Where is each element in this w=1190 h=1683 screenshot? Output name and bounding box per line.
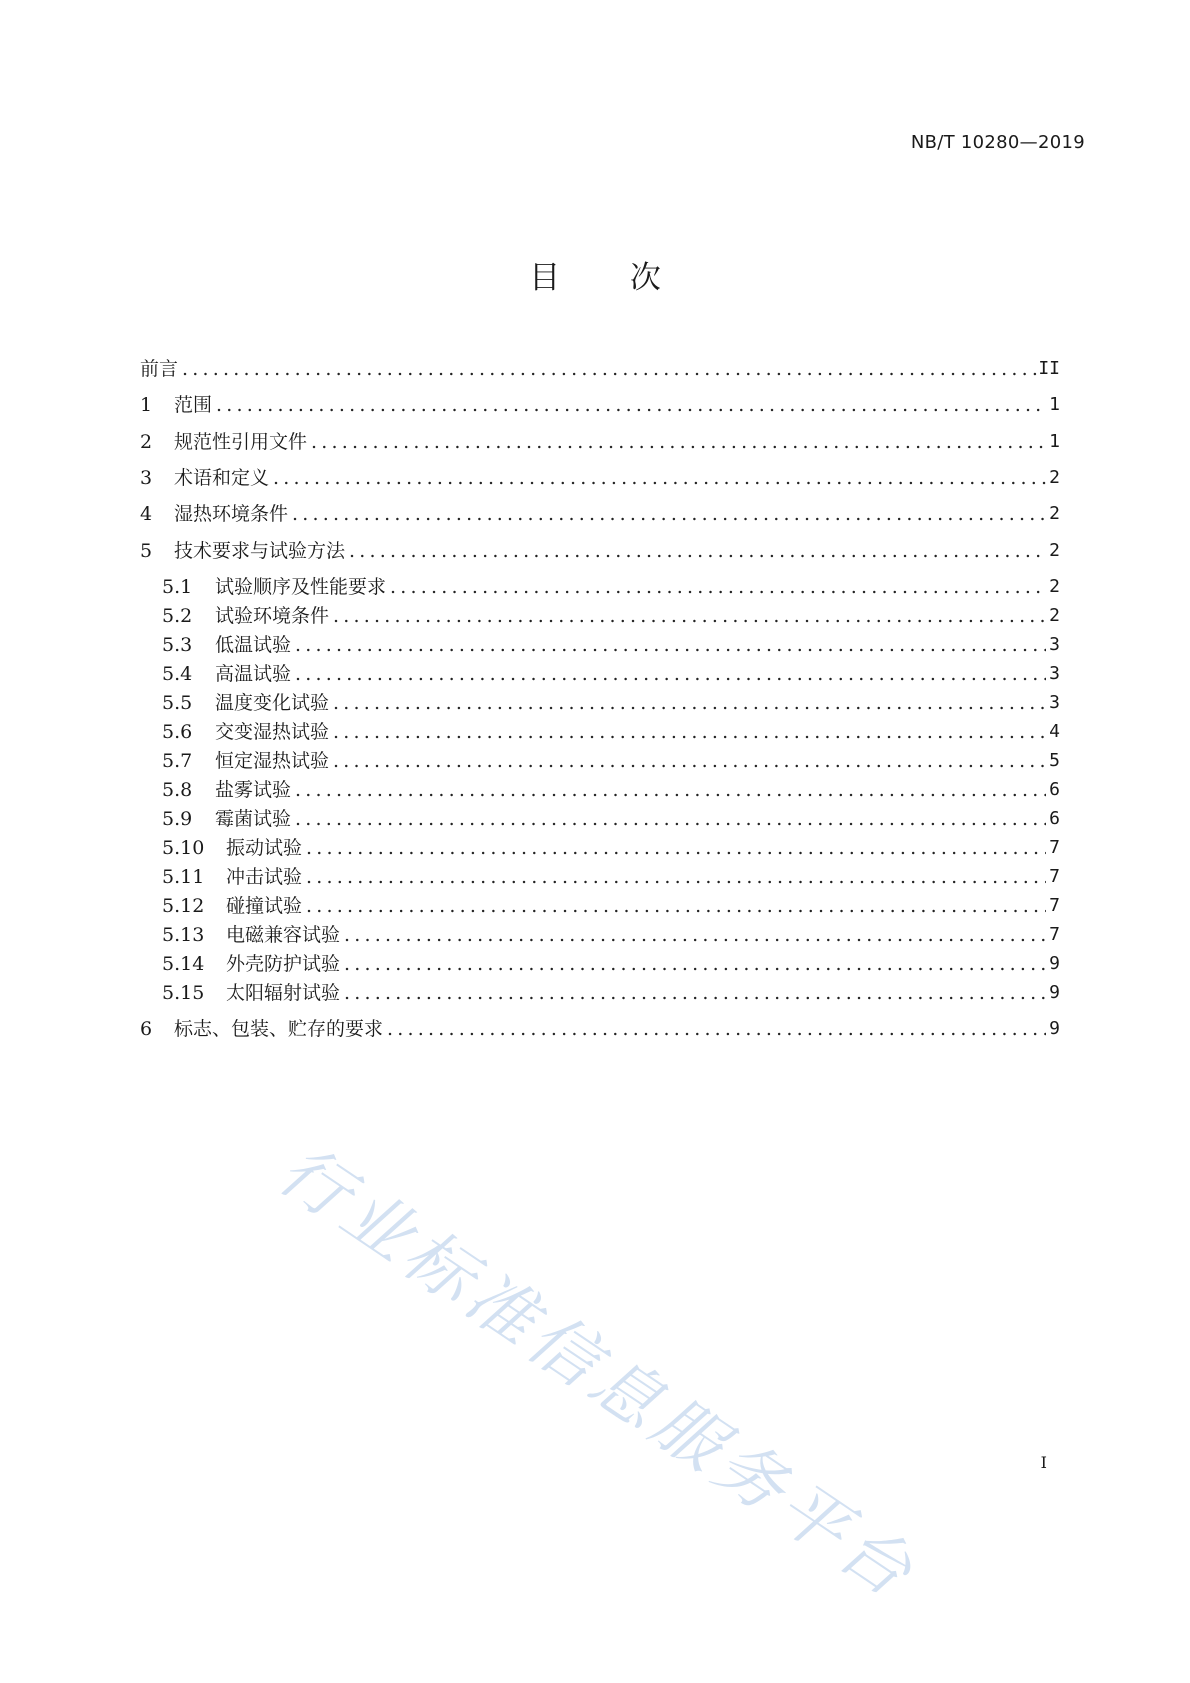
toc-entry-title: 盐雾试验 (215, 778, 292, 801)
toc-entry-title: 湿热环境条件 (174, 503, 289, 526)
toc-entry-title: 交变湿热试验 (215, 720, 330, 743)
toc-dot-leader (329, 603, 1046, 629)
toc-dot-leader (291, 661, 1046, 687)
toc-entry-page: 7 (1049, 923, 1060, 945)
toc-entry-title: 电磁兼容试验 (226, 923, 341, 946)
toc-entry-number: 5.11 (162, 865, 205, 888)
toc-entry-title: 范围 (174, 394, 213, 417)
toc-entry[interactable] (140, 632, 1060, 658)
toc-entry[interactable] (140, 603, 1060, 629)
toc-entry[interactable] (140, 465, 1060, 491)
toc-entry-title: 霉菌试验 (215, 807, 292, 830)
toc-entry-page: 1 (1049, 394, 1060, 416)
toc-entry-title: 恒定湿热试验 (215, 749, 330, 772)
toc-entry-title: 低温试验 (215, 633, 292, 656)
toc-entry-title: 技术要求与试验方法 (174, 539, 346, 562)
toc-entry-page: 2 (1049, 539, 1060, 561)
toc-dot-leader (329, 719, 1046, 745)
toc-entry-page: 7 (1049, 836, 1060, 858)
toc-entry-page: 2 (1049, 466, 1060, 488)
toc-entry-number: 4 (140, 503, 153, 526)
toc-entry-page: II (1038, 358, 1060, 379)
toc-dot-leader (329, 748, 1046, 774)
toc-entry[interactable] (140, 864, 1060, 890)
toc-entry[interactable] (140, 661, 1060, 687)
toc-entry-title: 太阳辐射试验 (226, 981, 341, 1004)
toc-entry-title: 规范性引用文件 (174, 430, 308, 453)
toc-entry[interactable] (140, 777, 1060, 803)
toc-dot-leader (212, 392, 1046, 418)
toc-entry-title: 外壳防护试验 (226, 952, 341, 975)
toc-entry-title: 术语和定义 (174, 466, 270, 489)
toc-entry-title: 冲击试验 (226, 865, 303, 888)
toc-entry-number: 5.7 (162, 749, 193, 772)
toc-entry-title: 试验环境条件 (215, 604, 330, 627)
toc-entry-page: 9 (1049, 981, 1060, 1003)
toc-dot-leader (302, 835, 1046, 861)
toc-entry-title: 温度变化试验 (215, 691, 330, 714)
toc-entry[interactable] (140, 429, 1060, 455)
toc-entry-number: 5.15 (162, 981, 205, 1004)
toc-entry-page: 2 (1049, 503, 1060, 525)
toc-dot-leader (302, 893, 1046, 919)
toc-entry[interactable] (140, 719, 1060, 745)
toc-entry-page: 1 (1049, 430, 1060, 452)
toc-entry-page: 6 (1049, 807, 1060, 829)
toc-entry-page: 3 (1049, 662, 1060, 684)
toc-entry-number: 5.6 (162, 720, 193, 743)
toc-entry[interactable] (140, 893, 1060, 919)
toc-dot-leader (291, 632, 1046, 658)
toc-entry-title: 试验顺序及性能要求 (215, 575, 387, 598)
toc-entry[interactable] (140, 748, 1060, 774)
toc-entry-page: 2 (1049, 575, 1060, 597)
toc-entry-number: 2 (140, 430, 153, 453)
page-title: 目 次 (529, 260, 691, 296)
toc-entry[interactable] (140, 951, 1060, 977)
toc-entry-number: 3 (140, 466, 153, 489)
toc-entry[interactable] (140, 392, 1060, 418)
toc-entry-page: 9 (1049, 952, 1060, 974)
toc-entry-number: 5.10 (162, 836, 205, 859)
toc-entry-page: 3 (1049, 691, 1060, 713)
toc-entry[interactable] (140, 806, 1060, 832)
toc-entry-number: 5.3 (162, 633, 193, 656)
toc-entry-number: 5.8 (162, 778, 193, 801)
watermark: 行业标准信息服务平台 (264, 1130, 931, 1616)
toc-entry-page: 5 (1049, 749, 1060, 771)
toc-entry[interactable] (140, 501, 1060, 527)
toc-dot-leader (288, 501, 1046, 527)
toc-dot-leader (340, 951, 1046, 977)
toc-entry[interactable] (140, 835, 1060, 861)
toc-entry[interactable] (140, 356, 1060, 382)
toc-entry-page: 3 (1049, 633, 1060, 655)
toc-entry[interactable] (140, 1016, 1060, 1042)
toc-entry-page: 9 (1049, 1018, 1060, 1040)
toc-entry-number: 5.12 (162, 894, 205, 917)
toc-entry-number: 5.9 (162, 807, 193, 830)
toc-entry[interactable] (140, 980, 1060, 1006)
toc-dot-leader (340, 980, 1046, 1006)
toc-entry-page: 4 (1049, 720, 1060, 742)
toc-entry-number: 5 (140, 539, 153, 562)
toc-dot-leader (386, 574, 1046, 600)
toc-entry[interactable] (140, 574, 1060, 600)
toc-dot-leader (291, 806, 1046, 832)
toc-entry-page: 7 (1049, 894, 1060, 916)
toc-entry-number: 5.2 (162, 604, 193, 627)
toc-dot-leader (291, 777, 1046, 803)
toc-entry-title: 标志、包装、贮存的要求 (174, 1018, 384, 1041)
toc-entry-title: 前言 (140, 358, 179, 380)
toc-entry-number: 5.5 (162, 691, 193, 714)
toc-dot-leader (340, 922, 1046, 948)
toc-entry-title: 碰撞试验 (226, 894, 303, 917)
toc-entry-number: 5.13 (162, 923, 205, 946)
toc-entry-number: 5.14 (162, 952, 205, 975)
toc-entry-number: 1 (140, 394, 153, 417)
toc-entry-page: 7 (1049, 865, 1060, 887)
toc-dot-leader (307, 429, 1046, 455)
toc-entry-page: 2 (1049, 604, 1060, 626)
toc-entry[interactable] (140, 538, 1060, 564)
toc-dot-leader (345, 538, 1046, 564)
toc-dot-leader (329, 690, 1046, 716)
page-folio: I (1040, 1453, 1047, 1472)
toc-entry-title: 振动试验 (226, 836, 303, 859)
toc-entry-page: 6 (1049, 778, 1060, 800)
standard-code: NB/T 10280—2019 (910, 132, 1085, 153)
toc-entry[interactable] (140, 922, 1060, 948)
toc-entry-number: 5.1 (162, 575, 193, 598)
toc-entry-number: 5.4 (162, 662, 193, 685)
toc-dot-leader (178, 356, 1038, 382)
toc-entry-title: 高温试验 (215, 662, 292, 685)
toc-dot-leader (383, 1016, 1046, 1042)
toc-entry[interactable] (140, 690, 1060, 716)
toc-dot-leader (302, 864, 1046, 890)
toc-dot-leader (269, 465, 1046, 491)
toc-entry-number: 6 (140, 1018, 153, 1041)
